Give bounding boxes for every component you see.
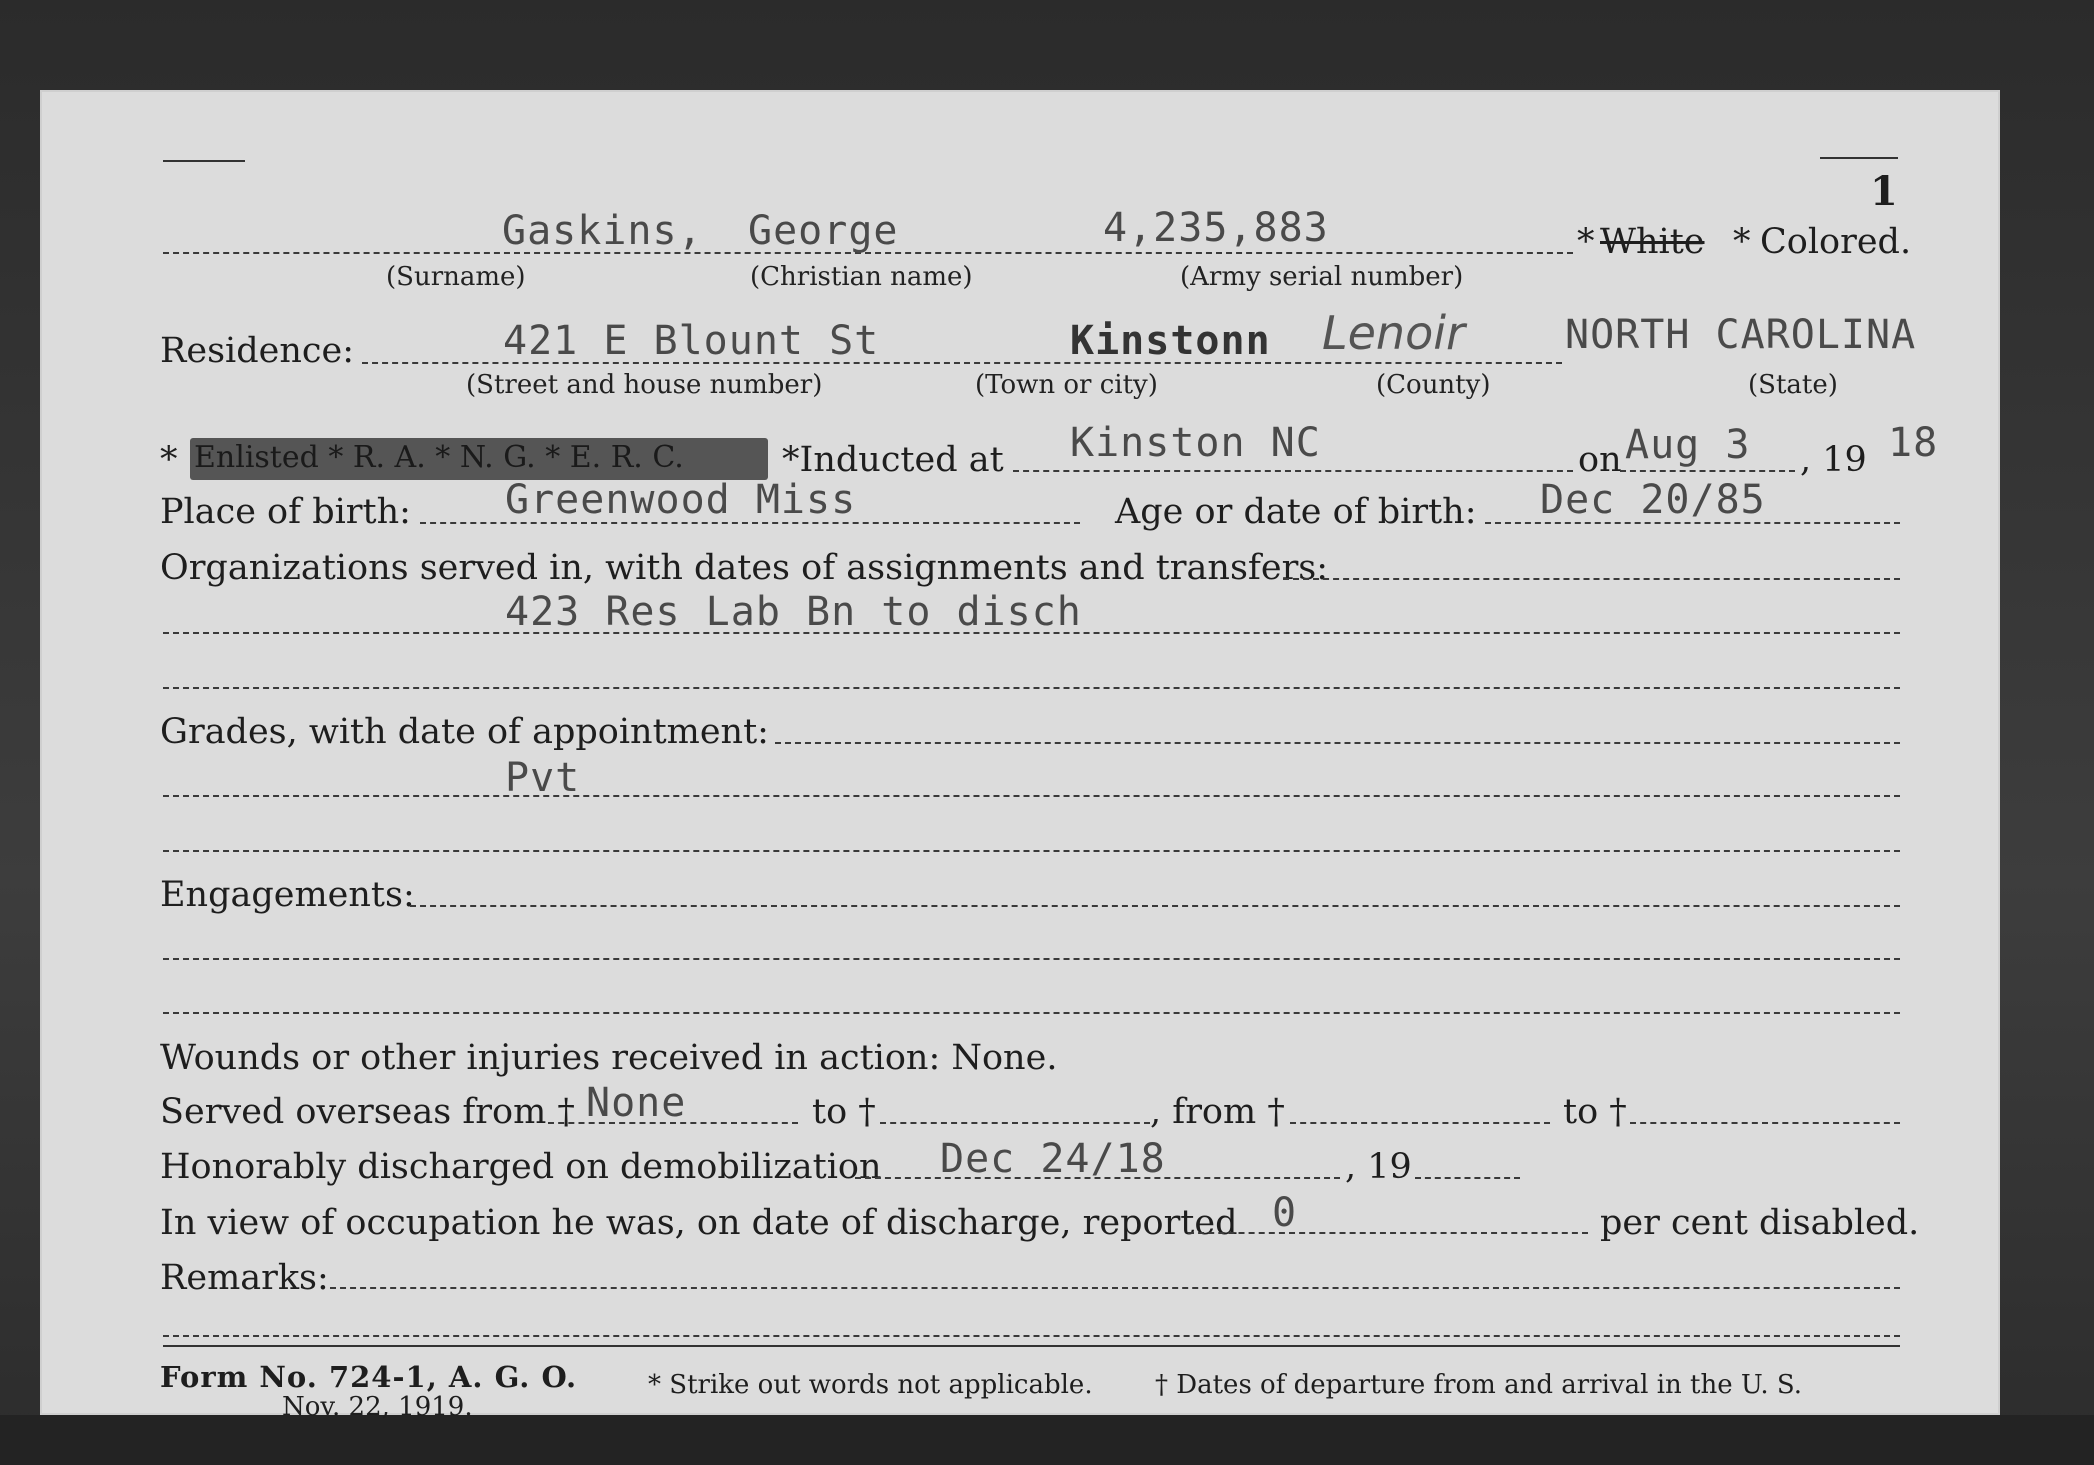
overseas-to-2-line: [1630, 1122, 1900, 1124]
remarks-line-0: [330, 1287, 1900, 1289]
engagements-line-1: [163, 958, 1900, 960]
enlisted-star: *: [160, 440, 178, 480]
inducted-line: [1013, 470, 1573, 472]
birth-place-label: Place of birth:: [160, 492, 411, 532]
discharge-label: Honorably discharged on demobilization: [160, 1147, 882, 1187]
birth-place-value: Greenwood Miss: [505, 477, 857, 523]
grades-line-0: [775, 742, 1900, 744]
engagements-line-0: [410, 905, 1900, 907]
disability-label: In view of occupation he was, on date of discharge, reported: [160, 1203, 1238, 1243]
overseas-value: None: [586, 1080, 687, 1126]
corner-rule-left: [163, 160, 245, 162]
grades-value: Pvt: [505, 755, 581, 801]
wounds-label: Wounds or other injuries received in action: None.: [160, 1038, 1058, 1078]
discharge-year-prefix: , 19: [1345, 1147, 1412, 1187]
serial-value: 4,235,883: [1103, 205, 1329, 251]
age-value: Dec 20/85: [1540, 477, 1766, 523]
grades-line-2: [163, 850, 1900, 852]
overseas-to-2: to †: [1563, 1092, 1627, 1132]
disability-line: [1188, 1232, 1588, 1234]
state-value: NORTH CAROLINA: [1565, 312, 1917, 358]
caption-surname: (Surname): [386, 262, 526, 292]
overseas-from-2-line: [1290, 1122, 1550, 1124]
form-number: Form No. 724-1, A. G. O.: [160, 1360, 578, 1394]
town-value: Kinstonn: [1070, 318, 1271, 364]
remarks-line-1: [163, 1335, 1900, 1337]
age-label: Age or date of birth:: [1115, 492, 1477, 532]
engagements-label: Engagements:: [160, 875, 415, 915]
induction-year-value: 18: [1888, 420, 1939, 466]
overseas-to-1: to †: [812, 1092, 876, 1132]
overseas-from-2: , from †: [1150, 1092, 1285, 1132]
organizations-line-2: [163, 687, 1900, 689]
footer-rule: [163, 1345, 1900, 1347]
organizations-line-0: [1283, 578, 1900, 580]
street-value: 421 E Blount St: [503, 318, 880, 364]
caption-town: (Town or city): [975, 370, 1158, 400]
induction-year-prefix: , 19: [1800, 440, 1867, 480]
remarks-label: Remarks:: [160, 1258, 329, 1298]
christian-name-value: George: [748, 208, 899, 254]
discharge-year-line: [1415, 1177, 1520, 1179]
organizations-value: 423 Res Lab Bn to disch: [505, 589, 1082, 635]
race-star-1: *: [1577, 222, 1595, 262]
inducted-label: *Inducted at: [782, 440, 1004, 480]
race-star-2: *: [1733, 222, 1751, 262]
on-label: on: [1578, 440, 1622, 480]
card-number: 1: [1870, 168, 1898, 215]
organizations-label: Organizations served in, with dates of assignments and transfers:: [160, 548, 1329, 588]
strike-note: * Strike out words not applicable.: [648, 1370, 1093, 1400]
dates-note: † Dates of departure from and arrival in the U. S.: [1155, 1370, 1803, 1400]
race-white: White: [1600, 222, 1705, 262]
form-date: Nov. 22, 1919.: [282, 1392, 473, 1422]
residence-label: Residence:: [160, 331, 354, 371]
grades-line-1: [163, 795, 1900, 797]
caption-christian: (Christian name): [750, 262, 973, 292]
engagements-line-2: [163, 1012, 1900, 1014]
county-value: Lenoir: [1322, 306, 1465, 360]
overseas-label: Served overseas from †: [160, 1092, 575, 1132]
disability-value: 0: [1272, 1190, 1298, 1236]
caption-serial: (Army serial number): [1180, 262, 1464, 292]
organizations-line-1: [163, 632, 1900, 634]
overseas-to-1-line: [880, 1122, 1150, 1124]
caption-state: (State): [1748, 370, 1838, 400]
induction-date-value: Aug 3: [1625, 422, 1751, 468]
enlisted-options-struck: [190, 438, 768, 480]
disability-suffix: per cent disabled.: [1600, 1203, 1920, 1243]
induction-date-line: [1620, 470, 1795, 472]
caption-street: (Street and house number): [466, 370, 823, 400]
corner-rule-right: [1820, 157, 1898, 159]
inducted-value: Kinston NC: [1070, 420, 1321, 466]
film-strip-edge: [0, 1415, 2094, 1465]
grades-label: Grades, with date of appointment:: [160, 712, 769, 752]
race-colored: Colored.: [1760, 222, 1912, 262]
surname-value: Gaskins,: [502, 208, 703, 254]
discharge-value: Dec 24/18: [940, 1136, 1166, 1182]
enlisted-options-text: Enlisted * R. A. * N. G. * E. R. C.: [194, 440, 684, 475]
caption-county: (County): [1376, 370, 1491, 400]
